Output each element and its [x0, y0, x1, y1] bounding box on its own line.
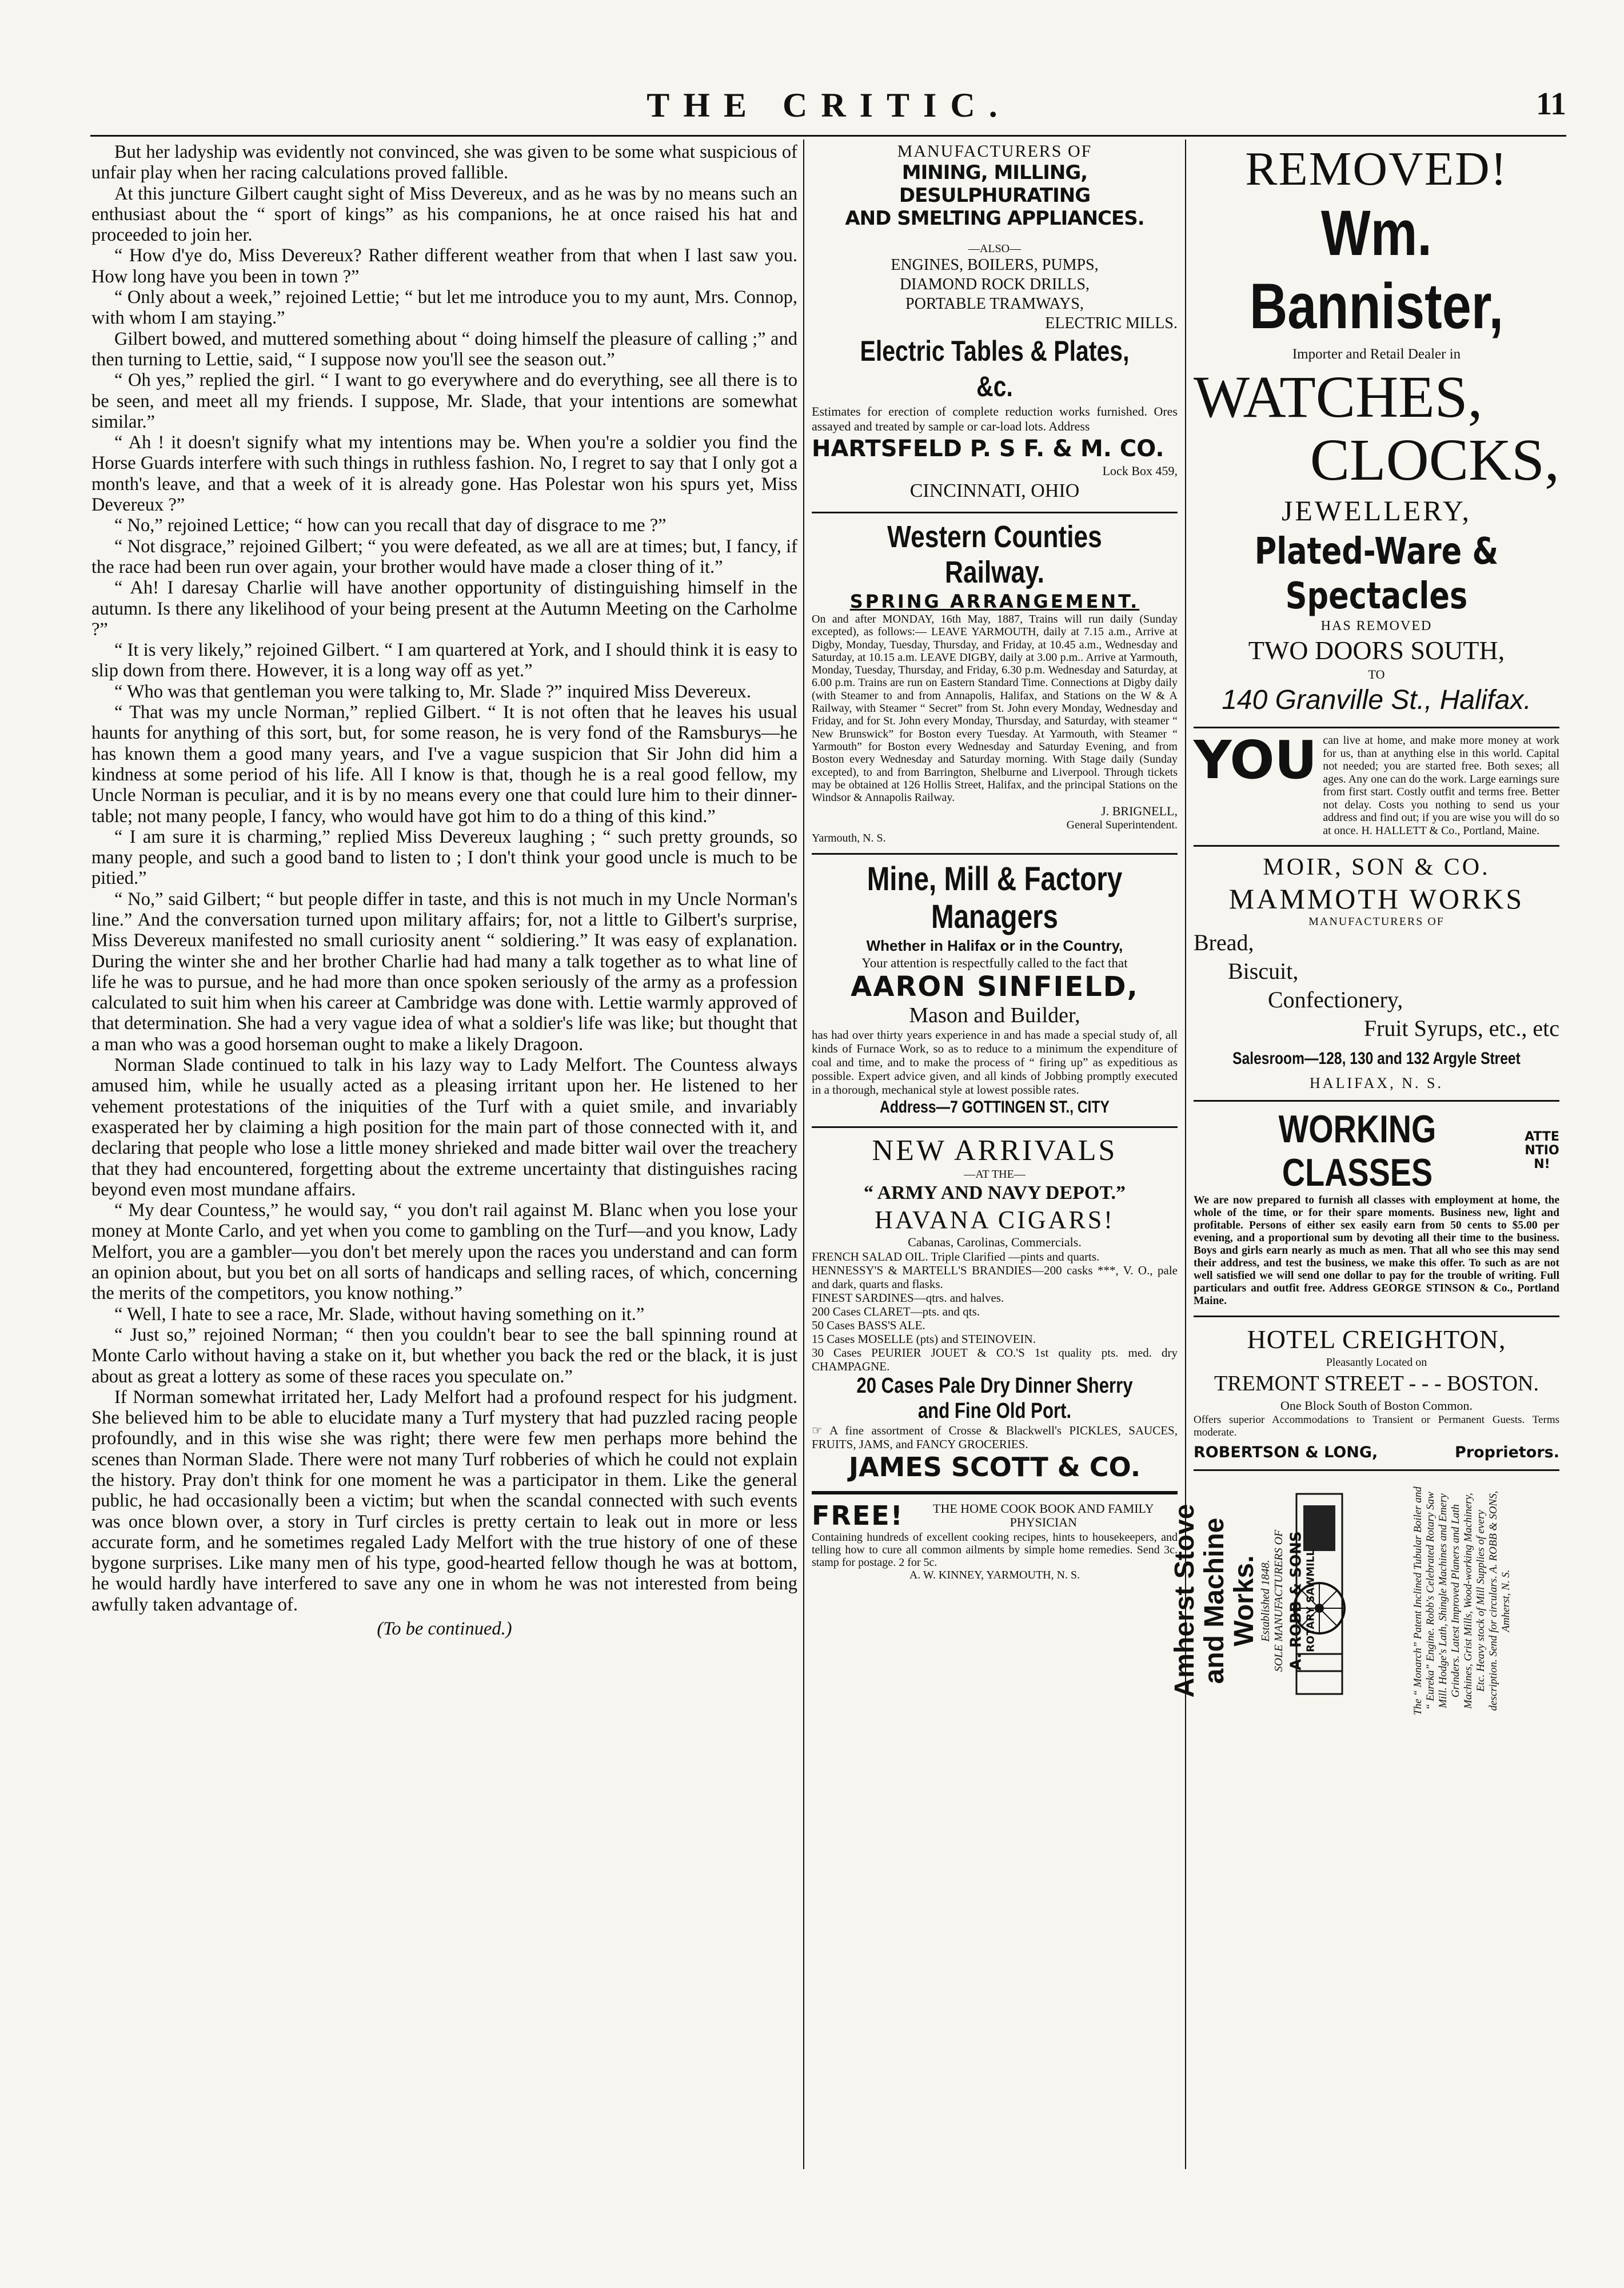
- ad-text: One Block South of Boston Common.: [1280, 1398, 1473, 1413]
- ad-subheadline: TWO DOORS SOUTH,: [1248, 636, 1505, 665]
- ad-text: Yarmouth, N. S.: [812, 832, 886, 845]
- story-paragraph: Norman Slade continued to talk in his lazy way to Lady Melfort. The Countess always amused him, while he usually acted as a pleasing irritant upon her. He listened to her vehement protestations of the iniquities of the Turf with a quiet smile, and invariably exasperated her by claiming a high position for the main part of those connected with it, and declaring that people who lose a little money shrieked and made bitter wail over the treachery that they had encountered, forgetting about the extreme uncertainty that distinguishes racing beyond even most mundane affairs.: [91, 1055, 797, 1200]
- ad-text: Your attention is respectfully called to the fact that: [861, 956, 1128, 971]
- ad-brand: A. ROBB & SONS: [1287, 1531, 1305, 1671]
- working-classes-ad: [1194, 1102, 1559, 1317]
- story-paragraph: “ No,” said Gilbert; “ but people differ in taste, and this is not much in my Uncle Norman's line.” And the conversation turned upon military affairs; for, not a little to Gilbert's surprise, Miss Devereux manifested no small curiosity anent “ soldiering.” It was easy of explanation. During the winter she and her brother Charlie had had many a talk together as to what line of life he was to pursue, and he had more than once spoken seriously of the army as a profession calculated to suit him when his career at Cambridge was done with. Lettie warmly approved of that determination. She had a very vague idea of what a soldier's life was like; but thought that a man who was a good horseman ought to make a likely Dragoon.: [91, 888, 797, 1055]
- story-paragraph: “ How d'ye do, Miss Devereux? Rather different weather from that when I last saw you. How long have you been in town ?”: [91, 245, 797, 287]
- story-paragraph: But her ladyship was evidently not convinced, she was given to be some what suspicious of unfair play when her racing calculations proved fallible.: [91, 142, 797, 184]
- ad-body: We are now prepared to furnish all classes with employment at home, the whole of the time, or for their spare moments. Business new, light and profitable. Persons of either sex easily earn from 50 cents to $5.00 per evening, and a proportional sum by devoting all their time to the business. Boys and girls earn nearly as much as men. That all who see this may send their address, and test the business, we make this offer. To such as are not well satisfied we will send one dollar to pay for the trouble of writing. Full particulars and outfit free. Address GEORGE STINSON & Co., Portland Maine.: [1194, 1194, 1559, 1307]
- story-paragraph: “ Who was that gentleman you were talking to, Mr. Slade ?” inquired Miss Devereux.: [114, 681, 752, 702]
- ad-headline: Mine, Mill & Factory Managers: [867, 860, 1123, 936]
- ad-column-middle: [812, 142, 1178, 2177]
- ad-headline: REMOVED!: [1245, 142, 1508, 196]
- rotated-details: [1412, 1484, 1513, 1718]
- ad-headline: AND SMELTING APPLIANCES.: [845, 207, 1144, 230]
- ad-body: The “ Monarch” Patent Inclined Tubular Boiler and “ Eureka” Engine. Robb's Celebrated Rotary Saw Mill. Hodge's Lath, Shingle Machines and Emery Grinders. Latest Improved Planers and Lath Machines, Grist Mills, Wood-working Machinery, Etc. Heavy stock of Mill Supplies of every description. Send for circulars. A. ROBB & SONS, Amherst, N. S.: [1412, 1486, 1512, 1715]
- ad-address: 140 Granville St., Halifax.: [1222, 685, 1531, 715]
- ad-list-item: 50 Cases BASS'S ALE.: [812, 1318, 925, 1333]
- story-paragraph: “ Only about a week,” rejoined Lettie; “ but let me introduce you to my aunt, Mrs. Connop, with whom I am staying.”: [91, 287, 797, 329]
- ad-text: Lock Box 459,: [1102, 464, 1178, 478]
- ad-name: MOIR, SON & CO.: [1263, 854, 1490, 880]
- story-paragraph: Gilbert bowed, and muttered something about “ doing himself the pleasure of calling ;” and then turning to Lettie, said, “ I suppose now you'll see the season out.”: [91, 328, 797, 370]
- rotated-brand: [1288, 1492, 1317, 1709]
- story-paragraph: “ No,” rejoined Lettice; “ how can you recall that day of disgrace to me ?”: [114, 515, 667, 536]
- story-paragraph: “ That was my uncle Norman,” replied Gilbert. “ It is not often that he leaves his usual haunts for anything of this sort, but, for some reason, he is very fond of the Ramsburys—he has known them a good many years, and I've a vague suspicion that Sir John did him a kindness at some period of his life. All I know is that, though he is a real good fellow, my Uncle Norman is peculiar, and it is by no means every one that could lure him to their dinner-table; not many people, I fancy, who would have got him to do a thing of this kind.”: [91, 702, 797, 827]
- story-paragraph: “ Well, I hate to see a race, Mr. Slade, without having something on it.”: [114, 1304, 645, 1325]
- ad-text: ROTARY SAWMILL: [1304, 1549, 1317, 1652]
- ad-text: —AT THE—: [964, 1168, 1026, 1181]
- story-paragraph: “ It is very likely,” rejoined Gilbert. “ I am quartered at York, and I should think it is easy to slip down from there. However, it is a long way off as yet.”: [91, 640, 797, 681]
- masthead-title: THE CRITIC.: [647, 86, 1011, 124]
- ad-headline: WORKING CLASSES: [1278, 1107, 1437, 1194]
- ad-text: Cabanas, Carolinas, Commercials.: [908, 1235, 1082, 1250]
- amherst-ad: [1170, 1471, 1559, 1731]
- ad-list-item: 200 Cases CLARET—pts. and qts.: [812, 1305, 980, 1319]
- story-column: [91, 142, 797, 2160]
- sinfield-ad: [812, 855, 1178, 1128]
- ad-signer: J. BRIGNELL,: [1101, 804, 1178, 819]
- moir-ad: [1194, 847, 1559, 1102]
- ad-subheadline: JEWELLERY,: [1281, 495, 1472, 527]
- ad-text: —ALSO—: [968, 242, 1022, 255]
- ad-kicker: MANUFACTURERS OF: [897, 142, 1092, 161]
- ad-text: SOLE MANUFACTURERS OF: [1272, 1529, 1285, 1672]
- ad-body: [1323, 734, 1559, 837]
- ad-body-text: can live at home, and make more money at work for us, than at anything else in this world. Capital not needed; you are started free. Both sexes; all ages. Any one can do the work. Large earnings sure from first start. Costly outfit and terms free. Better not delay. Costs you nothing to send us your address and find out; if you are wise you will do so at once.: [1323, 734, 1559, 837]
- ad-list-item: FRENCH SALAD OIL. Triple Clarified —pints and quarts.: [812, 1250, 1100, 1264]
- ad-subheadline: Whether in Halifax or in the Country,: [866, 937, 1123, 955]
- ad-text: Pleasantly Located on: [1326, 1356, 1427, 1369]
- column-divider: [1185, 139, 1186, 2169]
- ad-address: Address—7 GOTTINGEN ST., CITY: [880, 1098, 1110, 1117]
- story-paragraph: “ Just so,” rejoined Norman; “ then you couldn't bear to see the ball spinning round at Monte Carlo without having a stake on it, but whether you back the red or the black, it is just about as great a lottery as some of these races you speculate on.”: [91, 1324, 797, 1387]
- ad-headline: MAMMOTH WORKS: [1228, 883, 1525, 915]
- ad-body: Estimates for erection of complete reduction works furnished. Ores assayed and treated by sample or car-load lots. Address: [812, 404, 1178, 433]
- ad-headline: Western Counties Railway.: [887, 520, 1102, 589]
- ad-headline: CLOCKS,: [1310, 427, 1559, 493]
- ad-text: ELECTRIC MILLS.: [1045, 314, 1178, 332]
- ad-subheadline: TREMONT STREET - - - BOSTON.: [1214, 1372, 1539, 1396]
- ad-headline: NEW ARRIVALS: [872, 1134, 1118, 1167]
- ad-headline: Electric Tables & Plates, &c.: [860, 335, 1130, 402]
- page-number: 11: [1536, 86, 1566, 122]
- ad-product: Confectionery,: [1268, 987, 1403, 1013]
- ad-name: HOTEL CREIGHTON,: [1247, 1325, 1506, 1354]
- scott-ad: [812, 1128, 1178, 1493]
- ad-body: ☞ A fine assortment of Crosse & Blackwell's PICKLES, SAUCES, FRUITS, JAMS, and FANCY GROCERIES.: [812, 1424, 1178, 1452]
- story-paragraph: “ Oh yes,” replied the girl. “ I want to go everywhere and do everything, see all there is to be seen, and meet all my friends. I suppose, Mr. Slade, that your intentions are somewhat similar.”: [91, 370, 797, 432]
- ad-subheadline: ATTENTION!: [1525, 1130, 1559, 1171]
- ad-body: Containing hundreds of excellent cooking recipes, hints to housekeepers, and telling how to cure all common ailments by simple home remedies. Send 3c. stamp for postage. 2 for 5c.: [812, 1531, 1178, 1569]
- column-divider: [803, 139, 804, 2169]
- ad-text: PORTABLE TRAMWAYS,: [905, 295, 1084, 313]
- ad-subheadline: “ ARMY AND NAVY DEPOT.”: [863, 1182, 1126, 1204]
- ad-text: MANUFACTURERS OF: [1308, 915, 1445, 928]
- ad-name: Wm. Bannister,: [1249, 197, 1504, 342]
- bannister-ad: [1194, 142, 1559, 728]
- story-paragraph: “ I am sure it is charming,” replied Miss Devereux laughing ; “ such pretty grounds, so many people, and such a good band to listen to ; I don't think your good uncle is much to be pitied.”: [91, 826, 797, 889]
- ad-text: General Superintendent.: [1066, 819, 1178, 832]
- railway-ad: [812, 513, 1178, 855]
- ad-body: has had over thirty years experience in and has made a special study of, all kinds of Furnace Work, so as to reduce to a minimum the expenditure of coal and time, and to make the process of “ firing up” as expeditious as possible. Expert advice given, and all kinds of Jobbing promptly executed in a thorough, mechanical style at lowest possible rates.: [812, 1028, 1178, 1097]
- ad-address: H. HALLETT & Co., Portland, Maine.: [1361, 824, 1540, 837]
- ad-subheadline: SPRING ARRANGEMENT.: [849, 591, 1140, 612]
- ad-product: Biscuit,: [1228, 958, 1299, 984]
- ad-name: AARON SINFIELD,: [851, 971, 1139, 1003]
- hallett-ad: [1194, 728, 1559, 847]
- ad-subheadline: HAVANA CIGARS!: [875, 1206, 1115, 1234]
- ad-subheadline: 20 Cases Pale Dry Dinner Sherry and Fine Old Port.: [856, 1374, 1133, 1424]
- continued-note: (To be continued.): [377, 1619, 512, 1640]
- ad-headline: THE HOME COOK BOOK AND FAMILY PHYSICIAN: [933, 1501, 1154, 1530]
- ad-text: CINCINNATI, OHIO: [909, 480, 1080, 501]
- ad-big-word: FREE!: [812, 1500, 904, 1532]
- ad-headline: MINING, MILLING, DESULPHURATING: [899, 161, 1091, 207]
- ad-text: HALIFAX, N. S.: [1310, 1075, 1443, 1091]
- header-rule: [90, 135, 1566, 137]
- story-paragraph: “ My dear Countess,” he would say, “ you don't rail against M. Blanc when you lose your money at Monte Carlo, and yet when you come to gambling on the Turf—and you know, Lady Melfort, you are a gambler—you don't bet merely upon the races you understand and can form an opinion about, but you bet on all sorts of handicaps and selling races, of which, concerning the merits of the competitors, you know nothing.”: [91, 1200, 797, 1304]
- hotel-ad: [1194, 1317, 1559, 1471]
- ad-proprietors: ROBERTSON & LONG,: [1194, 1444, 1378, 1461]
- kinney-ad: [812, 1493, 1178, 1590]
- ad-list-item: 15 Cases MOSELLE (pts) and STEINOVEIN.: [812, 1332, 1036, 1346]
- story-paragraph: At this juncture Gilbert caught sight of Miss Devereux, and as he was by no means such an enthusiast about the “ sport of kings” as his companions, he at once raised his hat and proceeded to join her.: [91, 183, 797, 246]
- ad-text: Established 1848.: [1259, 1560, 1272, 1642]
- ad-column-right: [1170, 142, 1559, 2177]
- ad-big-word: YOU: [1194, 730, 1318, 791]
- ad-text: ENGINES, BOILERS, PUMPS,: [891, 256, 1099, 274]
- story-paragraph: If Norman somewhat irritated her, Lady Melfort had a profound respect for his judgment. She believed him to be able to elucidate many a Turf mystery that had puzzled racing people profoundly, and in this wise she was right; there were few men perhaps more behind the scenes than Norman Slade. There were not many Turf robberies of which he could not explain the history. Pray don't think for one moment he was a participator in them. Like the general public, he had occasionally been a victim; but when the scandal connected with such events was once blown over, a story in Turf circles is pretty certain to leak out in more or less accurate form, and he sometimes regaled Lady Melfort with the true history of one of these bygone surprises. Like many men of his type, good-hearted fellow though he was at bottom, he would hardly have interfered to save any one in whom he was not interested from being awfully taken advantage of.: [91, 1386, 797, 1615]
- ad-list-item: 30 Cases PEURIER JOUET & CO.'S 1st quality pts. med. dry CHAMPAGNE.: [812, 1346, 1178, 1374]
- story-paragraph: “ Not disgrace,” rejoined Gilbert; “ you were defeated, as we all are at times; but, I fancy, if the race had been run over again, your brother would have made a closer thing of it.”: [91, 536, 797, 577]
- ad-text: DIAMOND ROCK DRILLS,: [899, 276, 1090, 293]
- ad-text: TO: [1368, 667, 1385, 681]
- ad-address: Salesroom—128, 130 and 132 Argyle Street: [1232, 1049, 1521, 1068]
- ad-address: A. W. KINNEY, YARMOUTH, N. S.: [909, 1569, 1080, 1582]
- ad-product: Bread,: [1194, 930, 1254, 955]
- story-paragraph: “ Ah ! it doesn't signify what my intentions may be. When you're a soldier you find the Horse Guards interfere with such things in ruthless fashion. No, I regret to say that I only got a month's leave, and that a week of it is already gone. Has Polestar won his spurs yet, Miss Devereux ?”: [91, 432, 797, 516]
- ad-text: HAS REMOVED: [1320, 619, 1433, 633]
- story-paragraph: “ Ah! I daresay Charlie will have another opportunity of distinguishing himself in the autumn. Is there any likelihood of your being present at the Autumn Meeting on the Carholme ?”: [91, 577, 797, 640]
- ad-text: Mason and Builder,: [909, 1003, 1080, 1028]
- ad-product: Fruit Syrups, etc., etc: [1363, 1015, 1559, 1041]
- ad-proprietors-label: Proprietors.: [1455, 1444, 1559, 1461]
- ad-headline: WATCHES,: [1194, 364, 1483, 430]
- proprietors-row: [1194, 1444, 1559, 1461]
- ad-list-item: FINEST SARDINES—qtrs. and halves.: [812, 1291, 1004, 1305]
- ad-body: Offers superior Accommodations to Transient or Permanent Guests. Terms moderate.: [1194, 1414, 1559, 1438]
- ad-text: Importer and Retail Dealer in: [1292, 346, 1461, 362]
- ad-company: HARTSFELD P. S F. & M. CO.: [812, 436, 1164, 462]
- ad-list-item: HENNESSY'S & MARTELL'S BRANDIES—200 casks ***, V. O., pale and dark, quarts and flasks.: [812, 1263, 1178, 1292]
- ad-headline: Amherst Stove and Machine Works.: [1170, 1504, 1259, 1698]
- hartsfeld-ad: [812, 142, 1178, 513]
- ad-subheadline: Plated-Ware & Spectacles: [1254, 531, 1499, 617]
- ad-body: On and after MONDAY, 16th May, 1887, Trains will run daily (Sunday excepted), as follows:— LEAVE YARMOUTH, daily at 7.15 a.m., Arrive at Digby, Monday, Tuesday, Thursday, and Friday, at 10.45 a.m., Wednesday and Saturday, at 10.15 a.m. LEAVE DIGBY, daily at 3.00 p.m.. Arrive at Yarmouth, Monday, Tuesday, Thursday, and Friday, 6.30 p.m. Wednesday and Saturday, at 6.00 p.m. Trains are run on Eastern Standard Time. Connections at Digby daily (with Steamer to and from Annapolis, Halifax, and Stations on the W & A Railway, with Steamer “ Secret” from St. John every Monday, Wednesday and Friday, and for St. John every Monday, Thursday, and Saturday, with steamer “ New Brunswick” for Boston every Tuesday. At Yarmouth, with Steamer “ Yarmouth” for Boston every Wednesday and Saturday Evening, and from Boston every Wednesday and Saturday morning. With Stage daily (Sunday excepted), to and from Barrington, Shelburne and Liverpool. Through tickets may be obtained at 126 Hollis Street, Halifax, and the principal Stations on the Windsor & Annapolis Railway.: [812, 613, 1178, 804]
- ad-name: JAMES SCOTT & CO.: [848, 1452, 1141, 1483]
- rotated-title: [1170, 1481, 1286, 1721]
